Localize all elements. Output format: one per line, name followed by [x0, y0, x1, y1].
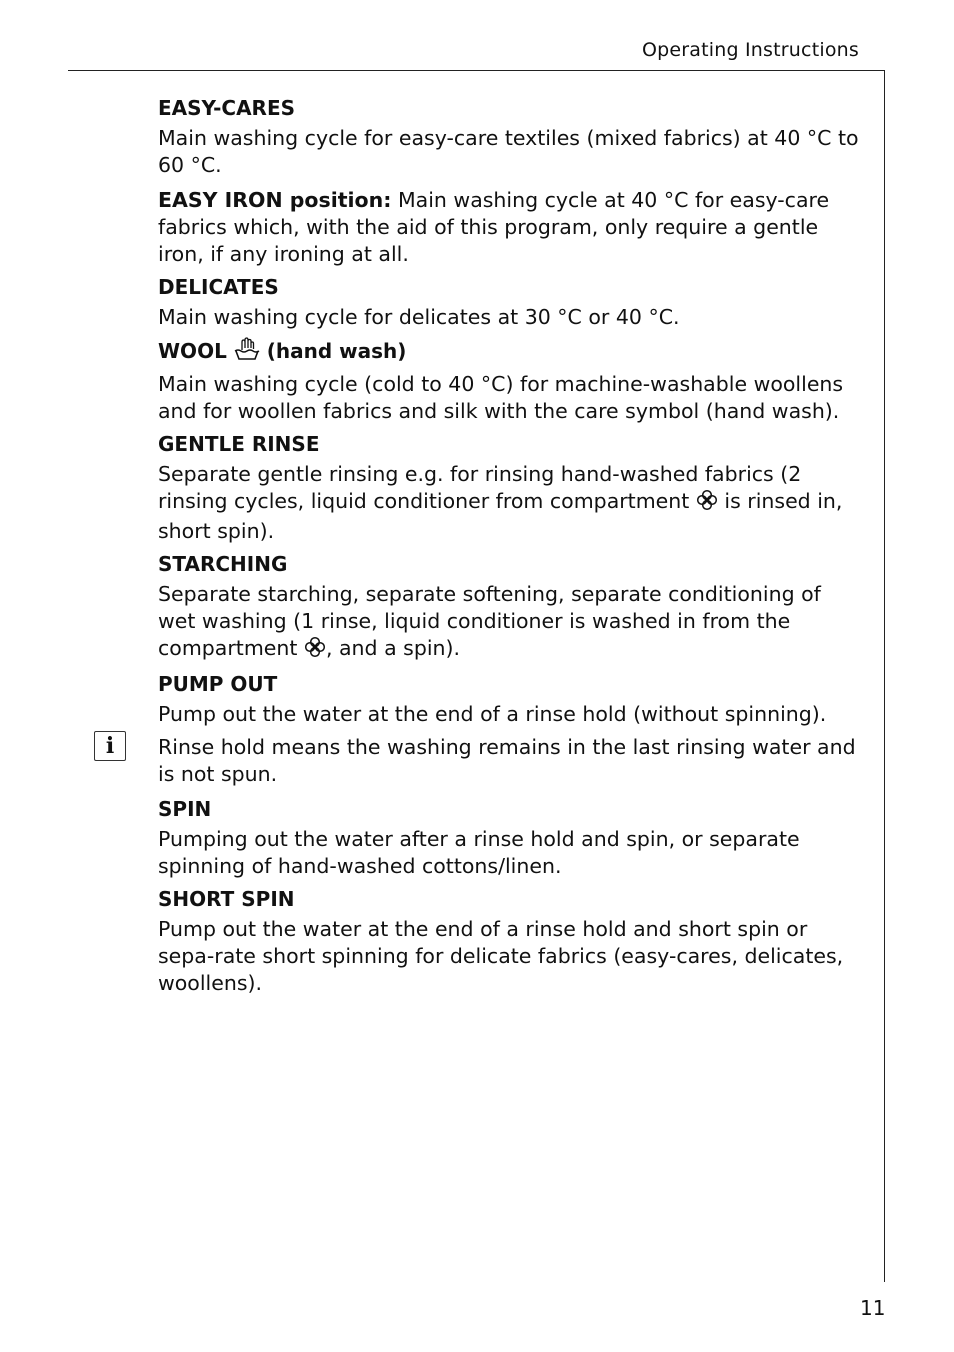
flower-compartment-icon: [696, 489, 718, 518]
section-heading: PUMP OUT: [158, 672, 278, 696]
section-heading: SPIN: [158, 797, 212, 821]
hand-wash-icon: [234, 337, 260, 368]
section-text: Pumping out the water after a rinse hold and spin, or separate spinning of hand-washed cottons/linen.: [158, 827, 800, 878]
section-wool: [158, 337, 863, 425]
section-gentle-rinse: [158, 431, 863, 545]
flower-compartment-icon: [304, 636, 326, 665]
margin-rule: [884, 70, 885, 1282]
page-number: 11: [860, 1296, 886, 1320]
section-heading: DELICATES: [158, 275, 279, 299]
info-icon: i: [94, 731, 126, 761]
easy-iron-paragraph: [158, 187, 863, 268]
section-spin: [158, 796, 863, 880]
gentle-rinse-text-end: is rinsed in, short spin).: [158, 489, 843, 543]
section-text: [158, 461, 863, 545]
section-heading: STARCHING: [158, 552, 288, 576]
wool-heading-suffix: (hand wash): [266, 339, 407, 363]
section-text: [158, 581, 863, 665]
easy-iron-label: EASY IRON position:: [158, 188, 392, 212]
header-divider: [68, 70, 885, 71]
section-heading: GENTLE RINSE: [158, 432, 320, 456]
section-delicates: [158, 274, 863, 331]
section-starching: [158, 551, 863, 665]
section-pump-out: [158, 671, 863, 728]
section-text: Main washing cycle for easy-care textiles (mixed fabrics) at 40 °C to 60 °C.: [158, 126, 859, 177]
info-note-text: Rinse hold means the washing remains in the last rinsing water and is not spun.: [158, 735, 856, 786]
section-text: Pump out the water at the end of a rinse hold and short spin or sepa-rate short spinning for delicate fabrics (easy-cares, delicates, woollens).: [158, 917, 844, 995]
section-short-spin: [158, 886, 863, 997]
section-heading: [158, 337, 863, 368]
section-text: Main washing cycle (cold to 40 °C) for machine-washable woollens and for woollen fabrics and silk with the care symbol (hand wash).: [158, 372, 844, 423]
starching-text-end: , and a spin).: [325, 636, 461, 660]
section-easy-cares: [158, 95, 863, 268]
info-note: [105, 732, 863, 788]
running-header: Operating Instructions: [641, 39, 859, 61]
wool-heading-label: WOOL: [158, 339, 227, 363]
section-heading: EASY-CARES: [158, 96, 296, 120]
section-heading: SHORT SPIN: [158, 887, 295, 911]
section-text: Pump out the water at the end of a rinse hold (without spinning).: [158, 702, 827, 726]
easy-iron-text: Main washing cycle at 40 °C for easy-care fabrics which, with the aid of this program, only require a gentle iron, if any ironing at all.: [158, 188, 830, 266]
main-content: [105, 95, 863, 1003]
gentle-rinse-text-start: Separate gentle rinsing e.g. for rinsing hand-washed fabrics (2 rinsing cycles, liquid conditioner from compartment: [158, 462, 802, 513]
section-text: Main washing cycle for delicates at 30 °C or 40 °C.: [158, 305, 680, 329]
starching-text-start: Separate starching, separate softening, separate conditioning of wet washing (1 rinse, liquid conditioner is washed in from the compartment: [158, 582, 821, 660]
